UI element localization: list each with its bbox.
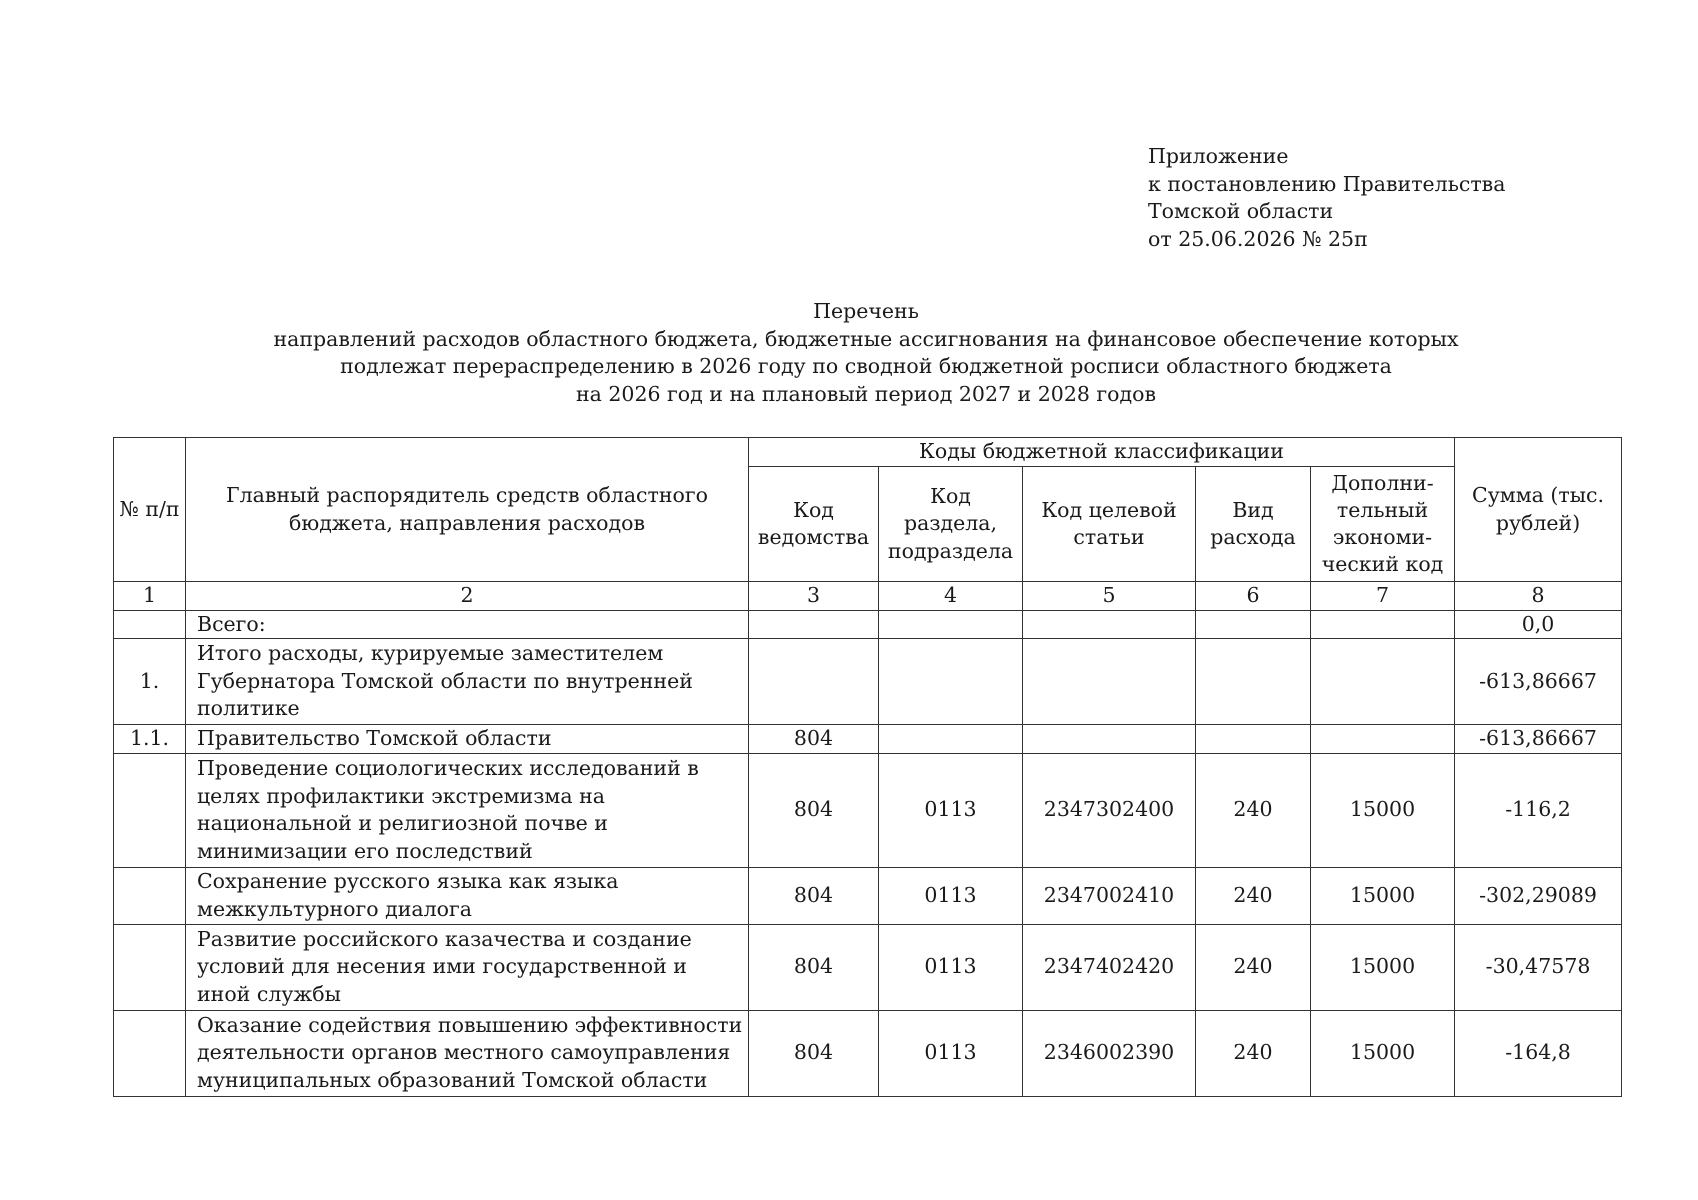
col-number: 6 [1196, 582, 1311, 611]
row-target: 2347002410 [1023, 867, 1196, 924]
row-sum: -302,29089 [1455, 867, 1622, 924]
row-section: 0113 [879, 924, 1023, 1010]
col-number: 4 [879, 582, 1023, 611]
table-row [114, 725, 1622, 754]
row-dept: 804 [749, 725, 879, 754]
appendix-line: Приложение [1148, 144, 1289, 168]
title-line: Перечень [813, 299, 919, 323]
column-number-row [114, 582, 1622, 611]
appendix-line: к постановлению Правительства [1148, 171, 1506, 196]
row-num: 1. [114, 639, 186, 725]
row-econ: 15000 [1311, 867, 1455, 924]
row-name: Оказание содействия повышению эффективности деятельности органов местного самоуправления муниципальных образований Томской области [186, 1010, 749, 1096]
col-number: 3 [749, 582, 879, 611]
row-sum: -30,47578 [1455, 924, 1622, 1010]
header-num: № п/п [114, 438, 186, 582]
row-dept: 804 [749, 753, 879, 867]
header-econ: Дополни-тельный экономи-ческий код [1311, 467, 1455, 582]
row-sum: -613,86667 [1455, 639, 1622, 725]
row-num [114, 753, 186, 867]
row-econ: 15000 [1311, 753, 1455, 867]
row-num [114, 1010, 186, 1096]
col-number: 7 [1311, 582, 1455, 611]
row-section [879, 610, 1023, 639]
row-dept: 804 [749, 924, 879, 1010]
row-type [1196, 610, 1311, 639]
appendix-line: от 25.06.2026 № 25п [1148, 226, 1368, 251]
row-section: 0113 [879, 867, 1023, 924]
row-econ [1311, 610, 1455, 639]
row-type [1196, 639, 1311, 725]
row-econ: 15000 [1311, 924, 1455, 1010]
row-econ: 15000 [1311, 1010, 1455, 1096]
header-dept: Код ведомства [749, 467, 879, 582]
row-name: Развитие российского казачества и создание условий для несения ими государственной и иной службы [186, 924, 749, 1010]
row-name: Правительство Томской области [186, 725, 749, 754]
budget-table [113, 437, 1622, 1097]
table-row [114, 1010, 1622, 1096]
row-sum: -116,2 [1455, 753, 1622, 867]
row-dept: 804 [749, 1010, 879, 1096]
row-type [1196, 725, 1311, 754]
header-expense-type: Вид расхода [1196, 467, 1311, 582]
row-target: 2346002390 [1023, 1010, 1196, 1096]
row-num [114, 924, 186, 1010]
row-type: 240 [1196, 1010, 1311, 1096]
title-line: подлежат перераспределению в 2026 году по сводной бюджетной росписи областного бюджета [340, 354, 1392, 378]
row-sum: -164,8 [1455, 1010, 1622, 1096]
row-num [114, 867, 186, 924]
row-sum: -613,86667 [1455, 725, 1622, 754]
title-line: на 2026 год и на плановый период 2027 и 2028 годов [575, 381, 1157, 406]
row-type: 240 [1196, 924, 1311, 1010]
row-num [114, 610, 186, 639]
table-row [114, 639, 1622, 725]
table-row-total [114, 610, 1622, 639]
header-row-top [114, 438, 1622, 467]
row-section [879, 725, 1023, 754]
document-title [112, 298, 1620, 408]
table-row [114, 924, 1622, 1010]
row-name: Всего: [186, 610, 749, 639]
row-sum: 0,0 [1455, 610, 1622, 639]
row-target [1023, 725, 1196, 754]
row-econ [1311, 725, 1455, 754]
row-dept [749, 610, 879, 639]
title-line: направлений расходов областного бюджета, бюджетные ассигнования на финансовое обеспечение которых [273, 326, 1459, 351]
row-type: 240 [1196, 867, 1311, 924]
col-number: 1 [114, 582, 186, 611]
header-codes-group: Коды бюджетной классификации [749, 438, 1455, 467]
row-target: 2347402420 [1023, 924, 1196, 1010]
header-name: Главный распорядитель средств областного бюджета, направления расходов [186, 438, 749, 582]
header-sum: Сумма (тыс. рублей) [1455, 438, 1622, 582]
row-dept [749, 639, 879, 725]
row-target [1023, 639, 1196, 725]
appendix-block [1148, 143, 1505, 253]
row-section: 0113 [879, 1010, 1023, 1096]
row-name: Проведение социологических исследований в целях профилактики экстремизма на национальной и религиозной почве и минимизации его последствий [186, 753, 749, 867]
row-section [879, 639, 1023, 725]
row-name: Итого расходы, курируемые заместителем Губернатора Томской области по внутренней политике [186, 639, 749, 725]
row-num: 1.1. [114, 725, 186, 754]
header-section: Код раздела, подраздела [879, 467, 1023, 582]
row-econ [1311, 639, 1455, 725]
table-row [114, 867, 1622, 924]
appendix-line: Томской области [1148, 199, 1334, 223]
row-dept: 804 [749, 867, 879, 924]
row-name: Сохранение русского языка как языка межкультурного диалога [186, 867, 749, 924]
col-number: 5 [1023, 582, 1196, 611]
row-target: 2347302400 [1023, 753, 1196, 867]
col-number: 8 [1455, 582, 1622, 611]
row-section: 0113 [879, 753, 1023, 867]
row-target [1023, 610, 1196, 639]
table-row [114, 753, 1622, 867]
header-target: Код целевой статьи [1023, 467, 1196, 582]
col-number: 2 [186, 582, 749, 611]
row-type: 240 [1196, 753, 1311, 867]
